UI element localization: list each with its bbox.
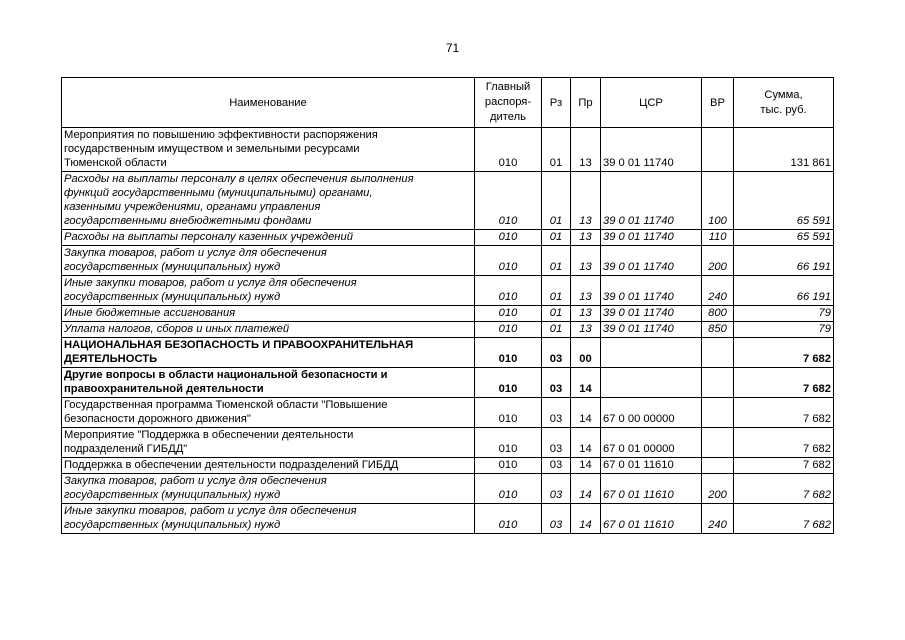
row-name: Уплата налогов, сборов и иных платежей xyxy=(62,322,475,338)
row-pr: 14 xyxy=(571,504,601,534)
row-rz: 03 xyxy=(542,338,571,368)
row-csr xyxy=(601,338,702,368)
row-vr xyxy=(702,458,734,474)
table-row xyxy=(62,398,834,428)
row-rz: 01 xyxy=(542,306,571,322)
row-name: Закупка товаров, работ и услуг для обеспечения государственных (муниципальных) нужд xyxy=(62,474,475,504)
row-pr: 13 xyxy=(571,246,601,276)
row-vr xyxy=(702,368,734,398)
row-pr: 14 xyxy=(571,428,601,458)
row-pr: 13 xyxy=(571,128,601,172)
row-name: Иные закупки товаров, работ и услуг для обеспечения государственных (муниципальных) нужд xyxy=(62,504,475,534)
row-vr xyxy=(702,338,734,368)
row-name: Государственная программа Тюменской области "Повышение безопасности дорожного движения" xyxy=(62,398,475,428)
row-name: Расходы на выплаты персоналу казенных учреждений xyxy=(62,230,475,246)
page-number: 71 xyxy=(445,41,460,55)
header-name: Наименование xyxy=(62,78,475,128)
row-vr: 240 xyxy=(702,504,734,534)
row-admin: 010 xyxy=(475,276,542,306)
row-csr: 39 0 01 11740 xyxy=(601,172,702,230)
row-admin: 010 xyxy=(475,246,542,276)
row-admin: 010 xyxy=(475,230,542,246)
row-sum: 7 682 xyxy=(734,368,834,398)
row-csr: 39 0 01 11740 xyxy=(601,246,702,276)
row-admin: 010 xyxy=(475,458,542,474)
row-csr: 67 0 00 00000 xyxy=(601,398,702,428)
row-admin: 010 xyxy=(475,428,542,458)
header-csr: ЦСР xyxy=(601,78,702,128)
table-row xyxy=(62,230,834,246)
row-rz: 03 xyxy=(542,504,571,534)
budget-table xyxy=(61,77,834,534)
row-sum: 7 682 xyxy=(734,338,834,368)
row-pr: 13 xyxy=(571,276,601,306)
row-admin: 010 xyxy=(475,128,542,172)
table-row xyxy=(62,322,834,338)
row-rz: 03 xyxy=(542,398,571,428)
row-admin: 010 xyxy=(475,306,542,322)
row-vr xyxy=(702,398,734,428)
row-sum: 131 861 xyxy=(734,128,834,172)
row-rz: 03 xyxy=(542,428,571,458)
row-vr: 850 xyxy=(702,322,734,338)
row-admin: 010 xyxy=(475,322,542,338)
row-vr xyxy=(702,428,734,458)
row-rz: 01 xyxy=(542,230,571,246)
row-pr: 14 xyxy=(571,368,601,398)
row-rz: 01 xyxy=(542,246,571,276)
row-admin: 010 xyxy=(475,504,542,534)
table-row xyxy=(62,428,834,458)
row-name: Поддержка в обеспечении деятельности подразделений ГИБДД xyxy=(62,458,475,474)
row-csr: 67 0 01 11610 xyxy=(601,504,702,534)
row-admin: 010 xyxy=(475,172,542,230)
row-sum: 7 682 xyxy=(734,458,834,474)
row-name: НАЦИОНАЛЬНАЯ БЕЗОПАСНОСТЬ И ПРАВООХРАНИТЕЛЬНАЯ ДЕЯТЕЛЬНОСТЬ xyxy=(62,338,475,368)
row-admin: 010 xyxy=(475,398,542,428)
row-pr: 00 xyxy=(571,338,601,368)
header-sum: Сумма, тыс. руб. xyxy=(734,78,834,128)
row-sum: 7 682 xyxy=(734,504,834,534)
header-vr: ВР xyxy=(702,78,734,128)
row-sum: 65 591 xyxy=(734,172,834,230)
header-row xyxy=(62,78,834,128)
table-row xyxy=(62,338,834,368)
row-csr: 67 0 01 00000 xyxy=(601,428,702,458)
row-vr: 200 xyxy=(702,474,734,504)
table-row xyxy=(62,504,834,534)
row-pr: 13 xyxy=(571,172,601,230)
row-admin: 010 xyxy=(475,474,542,504)
row-vr: 110 xyxy=(702,230,734,246)
row-rz: 01 xyxy=(542,276,571,306)
header-admin: Главный распоря- дитель xyxy=(475,78,542,128)
header-pr: Пр xyxy=(571,78,601,128)
row-vr xyxy=(702,128,734,172)
row-name: Мероприятие "Поддержка в обеспечении деятельности подразделений ГИБДД" xyxy=(62,428,475,458)
row-name: Мероприятия по повышению эффективности распоряжения государственным имуществом и земельными ресурсами Тюменской области xyxy=(62,128,475,172)
table-row xyxy=(62,306,834,322)
row-pr: 14 xyxy=(571,458,601,474)
row-rz: 03 xyxy=(542,368,571,398)
table-row xyxy=(62,246,834,276)
row-name: Другие вопросы в области национальной безопасности и правоохранительной деятельности xyxy=(62,368,475,398)
row-csr: 67 0 01 11610 xyxy=(601,458,702,474)
row-pr: 13 xyxy=(571,230,601,246)
row-name: Иные закупки товаров, работ и услуг для обеспечения государственных (муниципальных) нужд xyxy=(62,276,475,306)
row-rz: 01 xyxy=(542,172,571,230)
row-sum: 66 191 xyxy=(734,246,834,276)
row-name: Расходы на выплаты персоналу в целях обеспечения выполнения функций государственными (муниципальными) органами, казенными учреждениями, органами управления государственными внебюджетными фондами xyxy=(62,172,475,230)
row-sum: 7 682 xyxy=(734,428,834,458)
row-sum: 79 xyxy=(734,322,834,338)
row-sum: 7 682 xyxy=(734,474,834,504)
table-row xyxy=(62,128,834,172)
row-sum: 79 xyxy=(734,306,834,322)
row-pr: 13 xyxy=(571,306,601,322)
row-csr: 39 0 01 11740 xyxy=(601,306,702,322)
row-sum: 7 682 xyxy=(734,398,834,428)
row-csr: 39 0 01 11740 xyxy=(601,128,702,172)
row-vr: 800 xyxy=(702,306,734,322)
row-csr: 39 0 01 11740 xyxy=(601,322,702,338)
row-pr: 14 xyxy=(571,474,601,504)
table-row xyxy=(62,458,834,474)
row-name: Иные бюджетные ассигнования xyxy=(62,306,475,322)
row-rz: 01 xyxy=(542,128,571,172)
row-csr xyxy=(601,368,702,398)
table-row xyxy=(62,276,834,306)
row-admin: 010 xyxy=(475,368,542,398)
row-rz: 03 xyxy=(542,458,571,474)
row-vr: 240 xyxy=(702,276,734,306)
row-vr: 100 xyxy=(702,172,734,230)
row-csr: 39 0 01 11740 xyxy=(601,230,702,246)
row-pr: 14 xyxy=(571,398,601,428)
row-sum: 66 191 xyxy=(734,276,834,306)
row-name: Закупка товаров, работ и услуг для обеспечения государственных (муниципальных) нужд xyxy=(62,246,475,276)
row-csr: 39 0 01 11740 xyxy=(601,276,702,306)
row-csr: 67 0 01 11610 xyxy=(601,474,702,504)
row-rz: 01 xyxy=(542,322,571,338)
table-row xyxy=(62,368,834,398)
header-rz: Рз xyxy=(542,78,571,128)
row-vr: 200 xyxy=(702,246,734,276)
row-sum: 65 591 xyxy=(734,230,834,246)
row-rz: 03 xyxy=(542,474,571,504)
row-admin: 010 xyxy=(475,338,542,368)
table-row xyxy=(62,474,834,504)
row-pr: 13 xyxy=(571,322,601,338)
table-row xyxy=(62,172,834,230)
